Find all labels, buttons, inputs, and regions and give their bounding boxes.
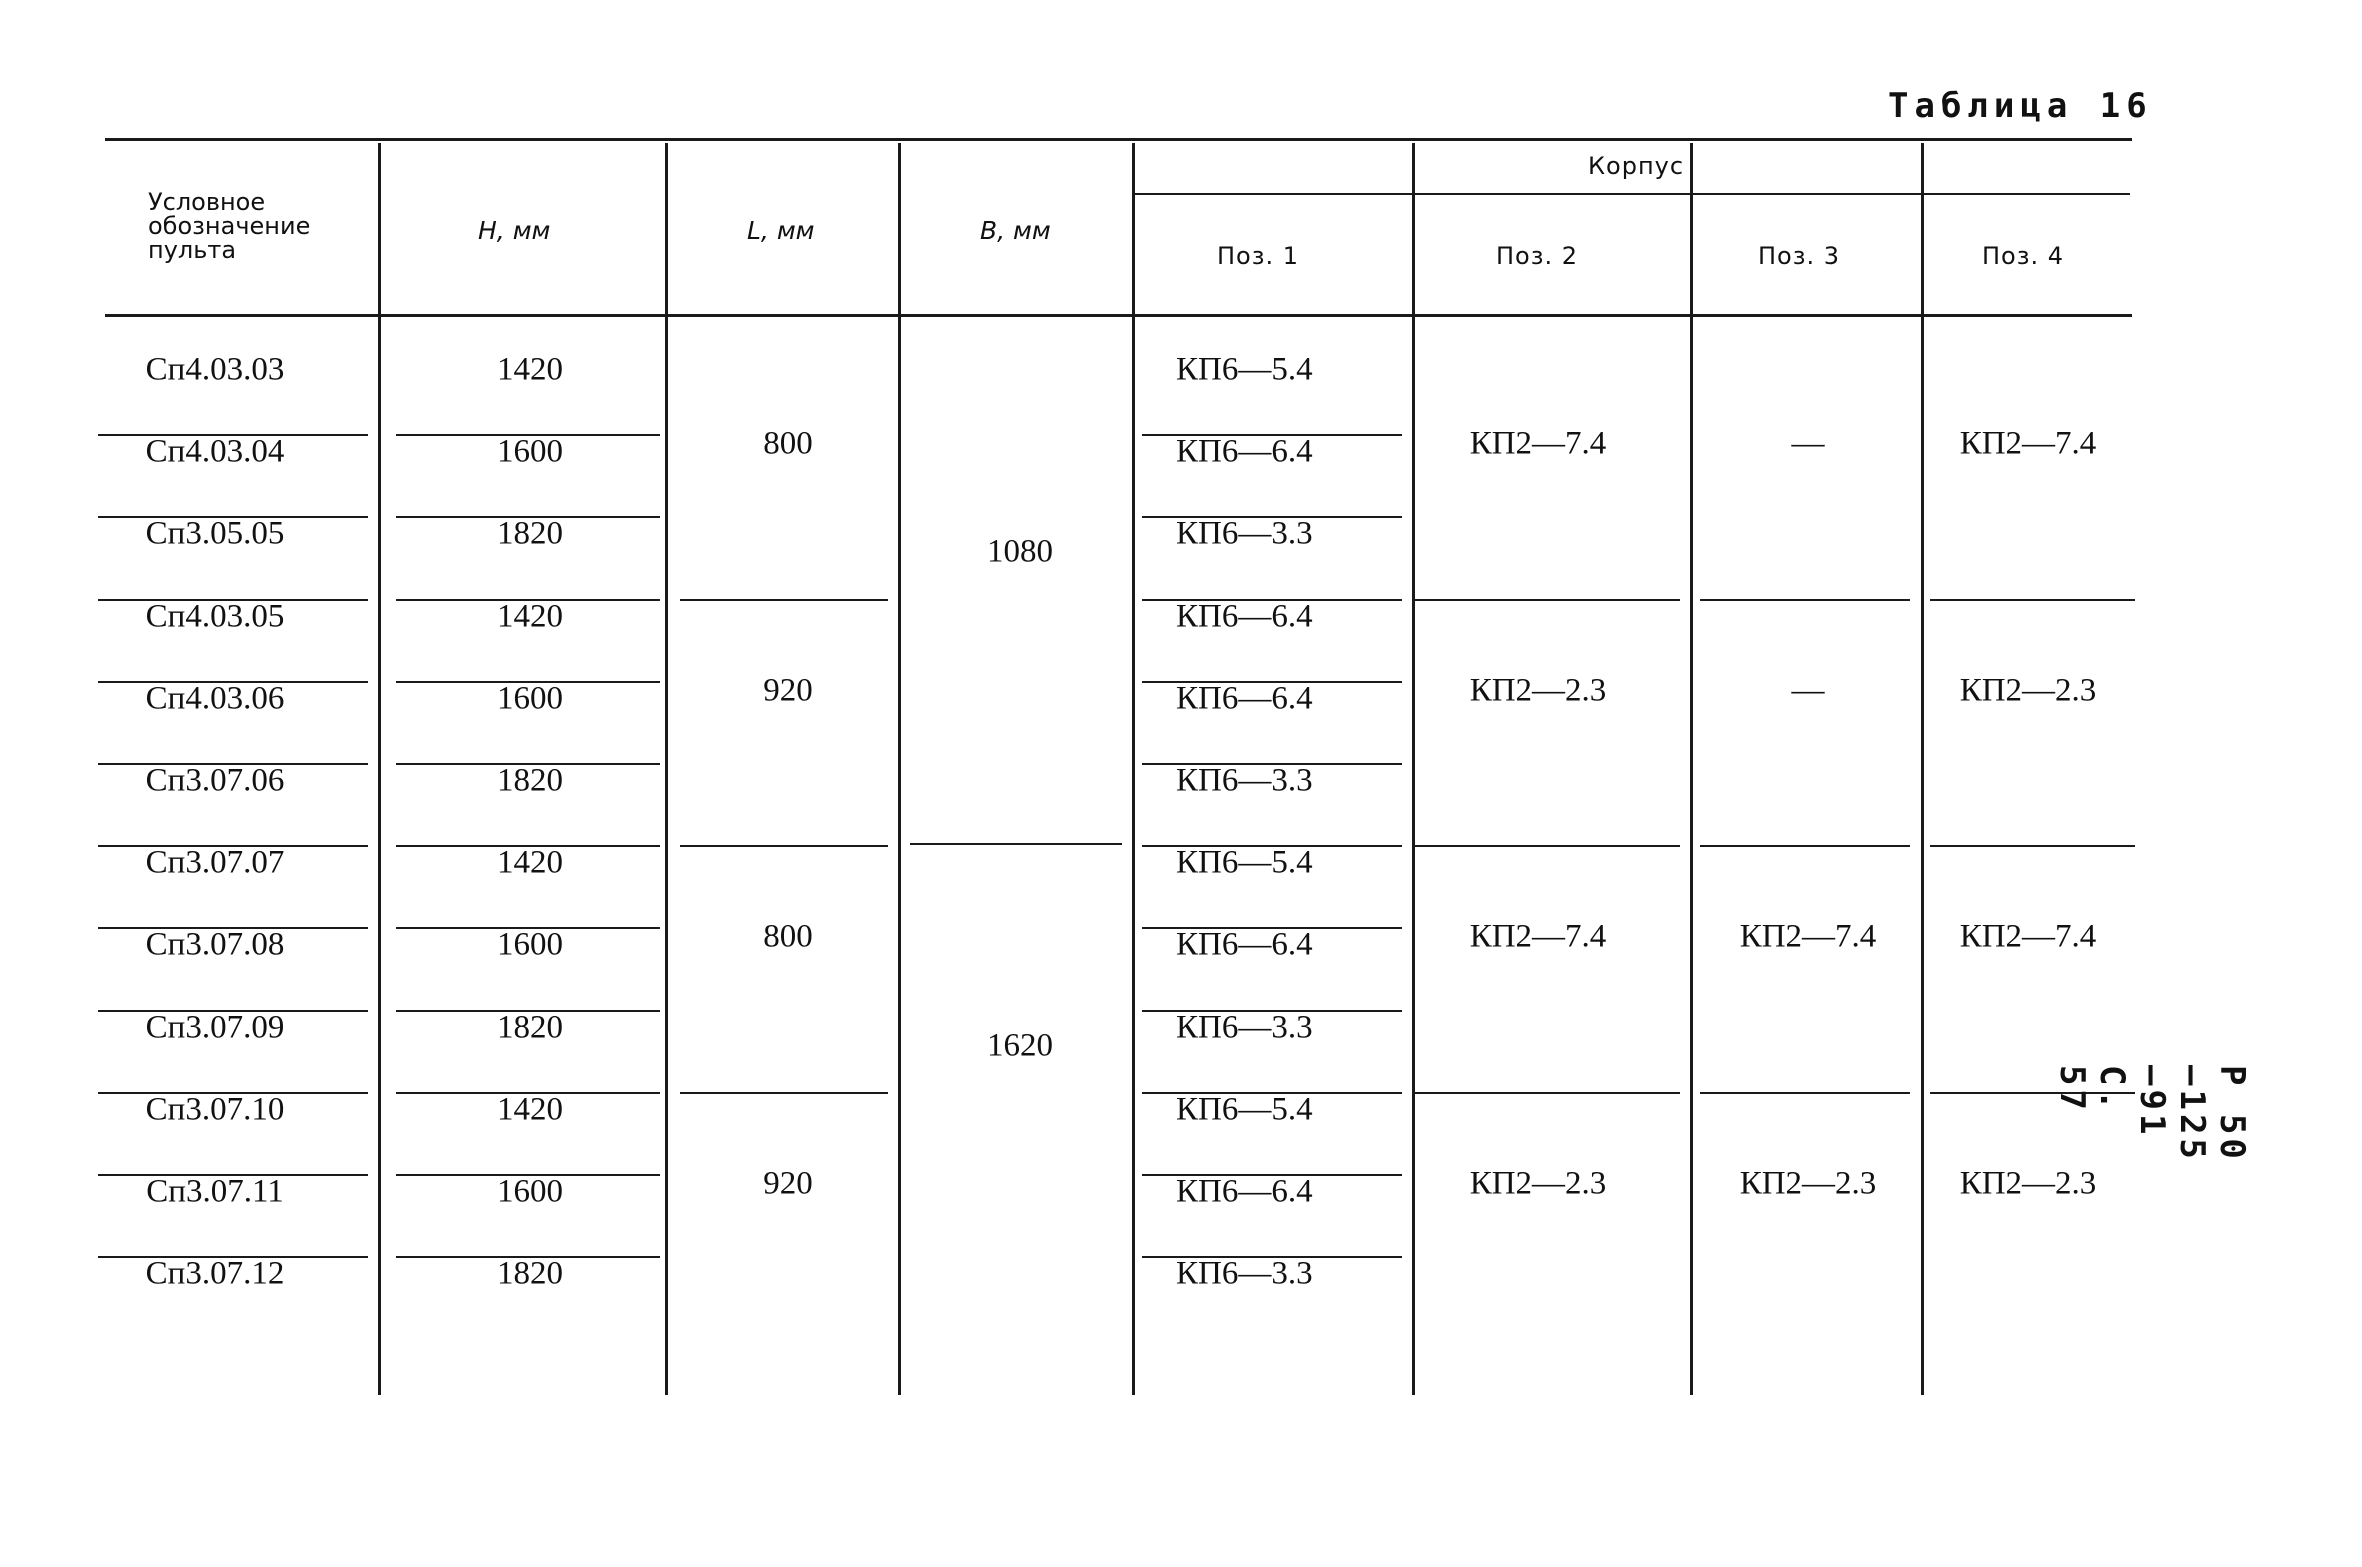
header-korpus: Корпус <box>1588 152 1685 180</box>
header-b: B, мм <box>980 216 1051 245</box>
group-pos3-value: КП2—7.4 <box>1739 918 1877 955</box>
row-designation: Сп3.07.07 <box>145 844 285 881</box>
row-pos1-value: КП6—3.3 <box>1176 762 1313 799</box>
header-designation-line: Условное <box>148 188 266 216</box>
row-h-value: 1600 <box>497 926 563 963</box>
row-pos1-value: КП6—6.4 <box>1176 433 1313 470</box>
header-h: H, мм <box>478 216 551 245</box>
row-designation: Сп3.07.11 <box>146 1173 284 1210</box>
group-pos2-value: КП2—7.4 <box>1469 425 1607 462</box>
group-l-value: 920 <box>763 672 813 709</box>
group-rule <box>680 1092 888 1094</box>
column-separator <box>665 143 668 1395</box>
group-l-value: 800 <box>763 425 813 462</box>
row-h-value: 1600 <box>497 1173 563 1210</box>
header-designation-line: пульта <box>148 236 237 264</box>
group-rule <box>1930 845 2135 847</box>
group-pos4-value: КП2—7.4 <box>1959 425 2097 462</box>
group-pos4-value: КП2—2.3 <box>1959 672 2097 709</box>
group-rule <box>680 599 888 601</box>
column-separator <box>1690 143 1693 1395</box>
row-designation: Сп3.07.06 <box>145 762 285 799</box>
row-pos1-value: КП6—6.4 <box>1176 926 1313 963</box>
group-rule <box>1930 599 2135 601</box>
column-separator <box>1132 143 1135 1395</box>
row-designation: Сп4.03.03 <box>145 351 285 388</box>
header-designation-line: обозначение <box>148 212 311 240</box>
group-rule <box>1412 599 1680 601</box>
group-rule <box>1700 845 1910 847</box>
group-rule <box>1700 1092 1910 1094</box>
group-pos3-value: КП2—2.3 <box>1739 1165 1877 1202</box>
group-l-value: 800 <box>763 918 813 955</box>
row-h-value: 1600 <box>497 680 563 717</box>
row-designation: Сп3.07.12 <box>145 1255 285 1292</box>
column-separator <box>1412 143 1415 1395</box>
header-bottom-rule <box>105 314 2132 317</box>
header-l: L, мм <box>747 216 815 245</box>
column-separator <box>378 143 381 1395</box>
row-designation: Сп3.07.10 <box>145 1091 285 1128</box>
row-pos1-value: КП6—6.4 <box>1176 680 1313 717</box>
korpus-underline <box>1135 193 2130 195</box>
row-pos1-value: КП6—3.3 <box>1176 1009 1313 1046</box>
row-h-value: 1420 <box>497 844 563 881</box>
group-rule <box>1412 845 1680 847</box>
group-pos3-value: — <box>1791 425 1825 462</box>
row-h-value: 1420 <box>497 351 563 388</box>
table-caption: Таблица 16 <box>1888 86 2153 126</box>
group-pos3-value: — <box>1791 672 1825 709</box>
row-designation: Сп3.07.08 <box>145 926 285 963</box>
column-separator <box>898 143 901 1395</box>
group-rule <box>1412 1092 1680 1094</box>
row-designation: Сп4.03.05 <box>145 598 285 635</box>
row-pos1-value: КП6—3.3 <box>1176 1255 1313 1292</box>
row-h-value: 1820 <box>497 1255 563 1292</box>
table-top-rule <box>105 138 2132 141</box>
row-designation: Сп3.07.09 <box>145 1009 285 1046</box>
group-l-value: 920 <box>763 1165 813 1202</box>
row-pos1-value: КП6—5.4 <box>1176 844 1313 881</box>
group-rule <box>680 845 888 847</box>
column-separator <box>1921 143 1924 1395</box>
row-h-value: 1600 <box>497 433 563 470</box>
group-pos2-value: КП2—2.3 <box>1469 672 1607 709</box>
header-pos2: Поз. 2 <box>1496 242 1579 270</box>
row-pos1-value: КП6—5.4 <box>1176 351 1313 388</box>
row-designation: Сп4.03.04 <box>145 433 285 470</box>
row-h-value: 1420 <box>497 1091 563 1128</box>
header-pos3: Поз. 3 <box>1758 242 1841 270</box>
group-b-value: 1620 <box>987 1027 1053 1064</box>
side-page-label: Р 50—125—91 С. 57 <box>2052 1065 2252 1163</box>
row-designation: Сп4.03.06 <box>145 680 285 717</box>
group-pos2-value: КП2—2.3 <box>1469 1165 1607 1202</box>
row-designation: Сп3.05.05 <box>145 515 285 552</box>
row-h-value: 1820 <box>497 515 563 552</box>
group-b-value: 1080 <box>987 533 1053 570</box>
header-pos4: Поз. 4 <box>1982 242 2065 270</box>
row-pos1-value: КП6—6.4 <box>1176 1173 1313 1210</box>
row-pos1-value: КП6—3.3 <box>1176 515 1313 552</box>
header-pos1: Поз. 1 <box>1217 242 1300 270</box>
header-designation <box>148 190 310 262</box>
group-pos2-value: КП2—7.4 <box>1469 918 1607 955</box>
row-h-value: 1820 <box>497 1009 563 1046</box>
row-h-value: 1820 <box>497 762 563 799</box>
row-pos1-value: КП6—5.4 <box>1176 1091 1313 1128</box>
row-h-value: 1420 <box>497 598 563 635</box>
group-pos4-value: КП2—2.3 <box>1959 1165 2097 1202</box>
group-pos4-value: КП2—7.4 <box>1959 918 2097 955</box>
row-pos1-value: КП6—6.4 <box>1176 598 1313 635</box>
group-rule <box>1700 599 1910 601</box>
b-group-rule <box>910 843 1122 845</box>
